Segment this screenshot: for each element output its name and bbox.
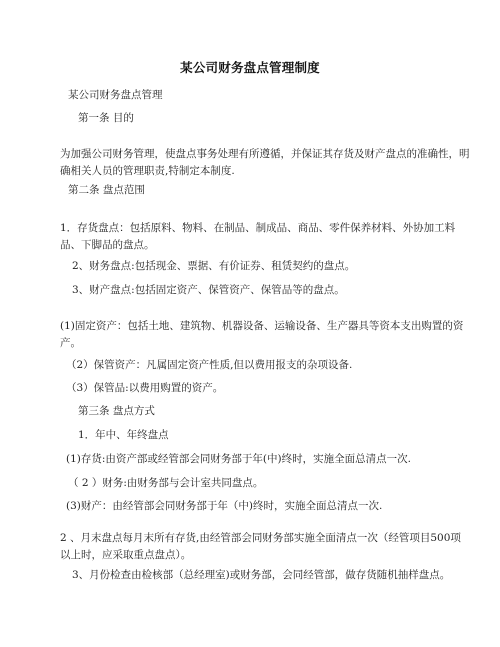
article-1-body: 为加强公司财务管理，使盘点事务处理有所遵循，并保证其存货及财产盘点的准确性，明确相关人员的管理职责,特制定本制度. [60,148,470,177]
scope-item-property: 3、财产盘点:包括固定资产、保管资产、保管品等的盘点。 [72,284,345,296]
article-3-heading: 第三条 盘点方式 [78,405,155,417]
asset-item-custody: （2）保管资产：凡属固定资产性质,但以费用报支的杂项设备. [66,359,353,371]
method-item-spot-check: 3、月份检查由检核部（总经理室)或财务部，会同经管部，做存货随机抽样盘点。 [72,569,451,581]
article-2-heading: 第二条 盘点范围 [68,184,145,196]
article-1-heading: 第一条 目的 [78,112,134,124]
asset-item-fixed: (1)固定资产：包括土地、建筑物、机器设备、运输设备、生产器具等资本支出购置的资产。 [60,320,464,349]
scope-item-inventory: 1．存货盘点：包括原料、物料、在制品、制成品、商品、零件保养材料、外协加工料品、下脚品的盘点。 [60,222,456,251]
document-subtitle: 某公司财务盘点管理 [68,89,163,101]
scope-item-finance: 2、财务盘点:包括现金、票据、有价证券、租赁契约的盘点。 [72,260,356,272]
method-subitem-property: (3)财产：由经管部会同财务部于年（中)终时，实施全面总清点一次. [66,500,383,512]
method-subitem-finance: （ 2 ）财务:由财务部与会计室共同盘点。 [68,477,264,489]
document-title: 某公司财务盘点管理制度 [180,60,320,75]
method-item-annual: 1．年中、年终盘点 [78,429,169,441]
method-item-monthly: 2 、月末盘点每月末所有存货,由经管部会同财务部实施全面清点一次（经管项目500项以上时，应采取重点盘点）。 [60,532,461,561]
asset-item-stored: （3）保管品:以费用购置的资产。 [66,382,224,394]
method-subitem-inventory: (1)存货:由资产部或经管部会同财务部于年(中)终时，实施全面总清点一次. [66,453,411,465]
